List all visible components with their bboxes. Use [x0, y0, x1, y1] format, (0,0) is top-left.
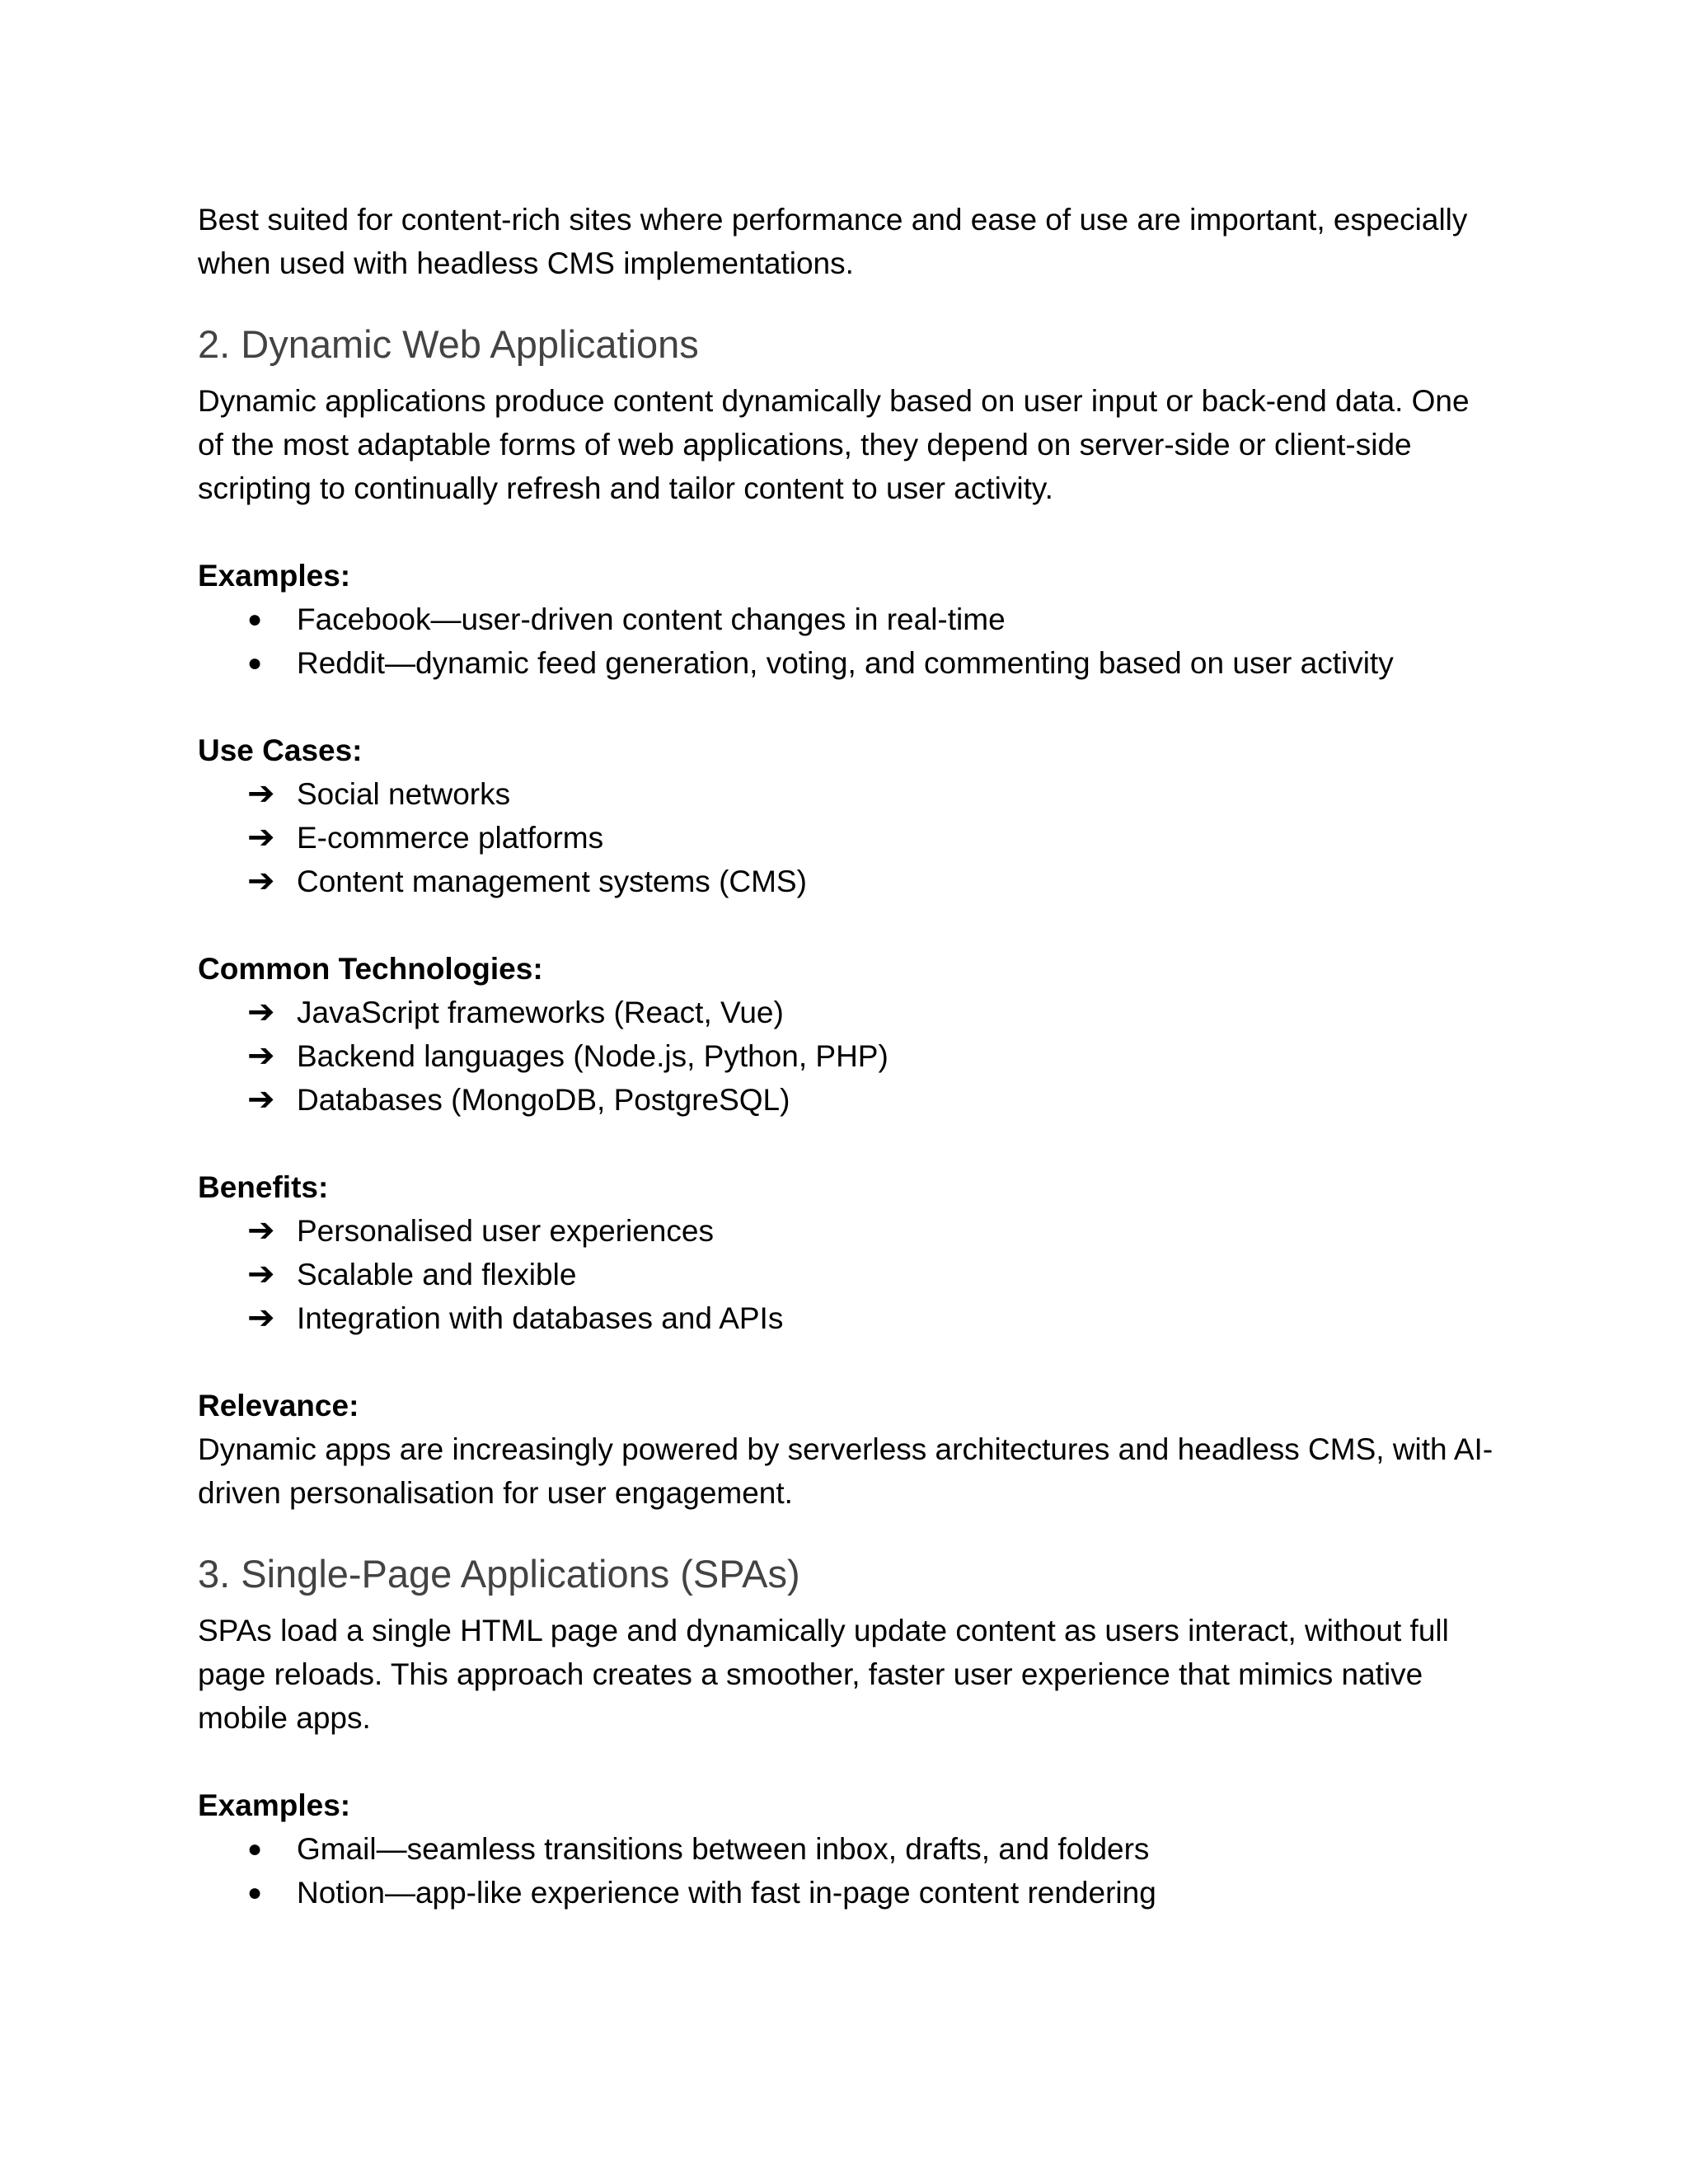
list-item	[198, 1034, 1500, 1078]
list-item	[198, 1871, 1500, 1915]
section-2-heading: 2. Dynamic Web Applications	[198, 322, 699, 366]
section-2-use-cases-label: Use Cases:	[198, 733, 363, 767]
list-item-text: Social networks	[297, 777, 511, 811]
arrow-right-icon: ➔	[247, 1038, 275, 1074]
section-2-benefits-label: Benefits:	[198, 1170, 329, 1204]
list-item-text: Backend languages (Node.js, Python, PHP)	[297, 1039, 889, 1073]
section-2-description: Dynamic applications produce content dynamically based on user input or back-end data. One of the most adaptable forms of web applications, they depend on server-side or client-side scripting to continually refresh and tailor content to user activity.	[198, 384, 1470, 505]
section-3-examples-label: Examples:	[198, 1788, 351, 1822]
section-2-technologies-label: Common Technologies:	[198, 952, 543, 986]
arrow-right-icon: ➔	[247, 819, 275, 855]
intro-paragraph: Best suited for content-rich sites where performance and ease of use are important, especially when used with headless CMS implementations.	[198, 203, 1468, 280]
section-2-examples-list	[198, 598, 1500, 685]
bullet-icon: ●	[247, 1835, 263, 1863]
list-item	[198, 598, 1500, 641]
document-page	[198, 198, 1500, 1915]
list-item-text: Facebook—user-driven content changes in real-time	[297, 602, 1006, 636]
section-2-benefits-list	[198, 1209, 1500, 1340]
list-item	[198, 991, 1500, 1034]
list-item-text: Personalised user experiences	[297, 1214, 714, 1248]
arrow-right-icon: ➔	[247, 1212, 275, 1249]
arrow-right-icon: ➔	[247, 863, 275, 899]
list-item-text: JavaScript frameworks (React, Vue)	[297, 996, 784, 1029]
list-item	[198, 1827, 1500, 1871]
section-3-heading: 3. Single-Page Applications (SPAs)	[198, 1552, 800, 1596]
list-item	[198, 1209, 1500, 1253]
list-item-text: Integration with databases and APIs	[297, 1301, 784, 1335]
section-2-relevance-text: Dynamic apps are increasingly powered by serverless architectures and headless CMS, with AI-driven personalisation for user engagement.	[198, 1432, 1493, 1510]
arrow-right-icon: ➔	[247, 1081, 275, 1118]
bullet-icon: ●	[247, 1879, 263, 1906]
list-item	[198, 1253, 1500, 1296]
arrow-right-icon: ➔	[247, 776, 275, 812]
list-item-text: Content management systems (CMS)	[297, 865, 807, 898]
arrow-right-icon: ➔	[247, 1300, 275, 1336]
arrow-right-icon: ➔	[247, 1256, 275, 1292]
list-item-text: E-commerce platforms	[297, 821, 604, 855]
section-3-examples-list	[198, 1827, 1500, 1915]
list-item-text: Notion—app-like experience with fast in-page content rendering	[297, 1876, 1156, 1910]
list-item-text: Gmail—seamless transitions between inbox, drafts, and folders	[297, 1832, 1150, 1866]
bullet-icon: ●	[247, 606, 263, 633]
list-item	[198, 772, 1500, 816]
bullet-icon: ●	[247, 649, 263, 677]
list-item	[198, 860, 1500, 903]
list-item-text: Reddit—dynamic feed generation, voting, and commenting based on user activity	[297, 646, 1394, 680]
section-2-relevance-label: Relevance:	[198, 1389, 359, 1422]
section-2-use-cases-list	[198, 772, 1500, 903]
list-item	[198, 816, 1500, 860]
list-item	[198, 1078, 1500, 1122]
section-3-description: SPAs load a single HTML page and dynamically update content as users interact, without full page reloads. This approach creates a smoother, faster user experience that mimics native mobile apps.	[198, 1614, 1449, 1735]
arrow-right-icon: ➔	[247, 994, 275, 1030]
section-2-examples-label: Examples:	[198, 559, 351, 593]
section-2-technologies-list	[198, 991, 1500, 1122]
list-item	[198, 1296, 1500, 1340]
list-item-text: Scalable and flexible	[297, 1258, 577, 1291]
list-item	[198, 641, 1500, 685]
list-item-text: Databases (MongoDB, PostgreSQL)	[297, 1083, 790, 1117]
